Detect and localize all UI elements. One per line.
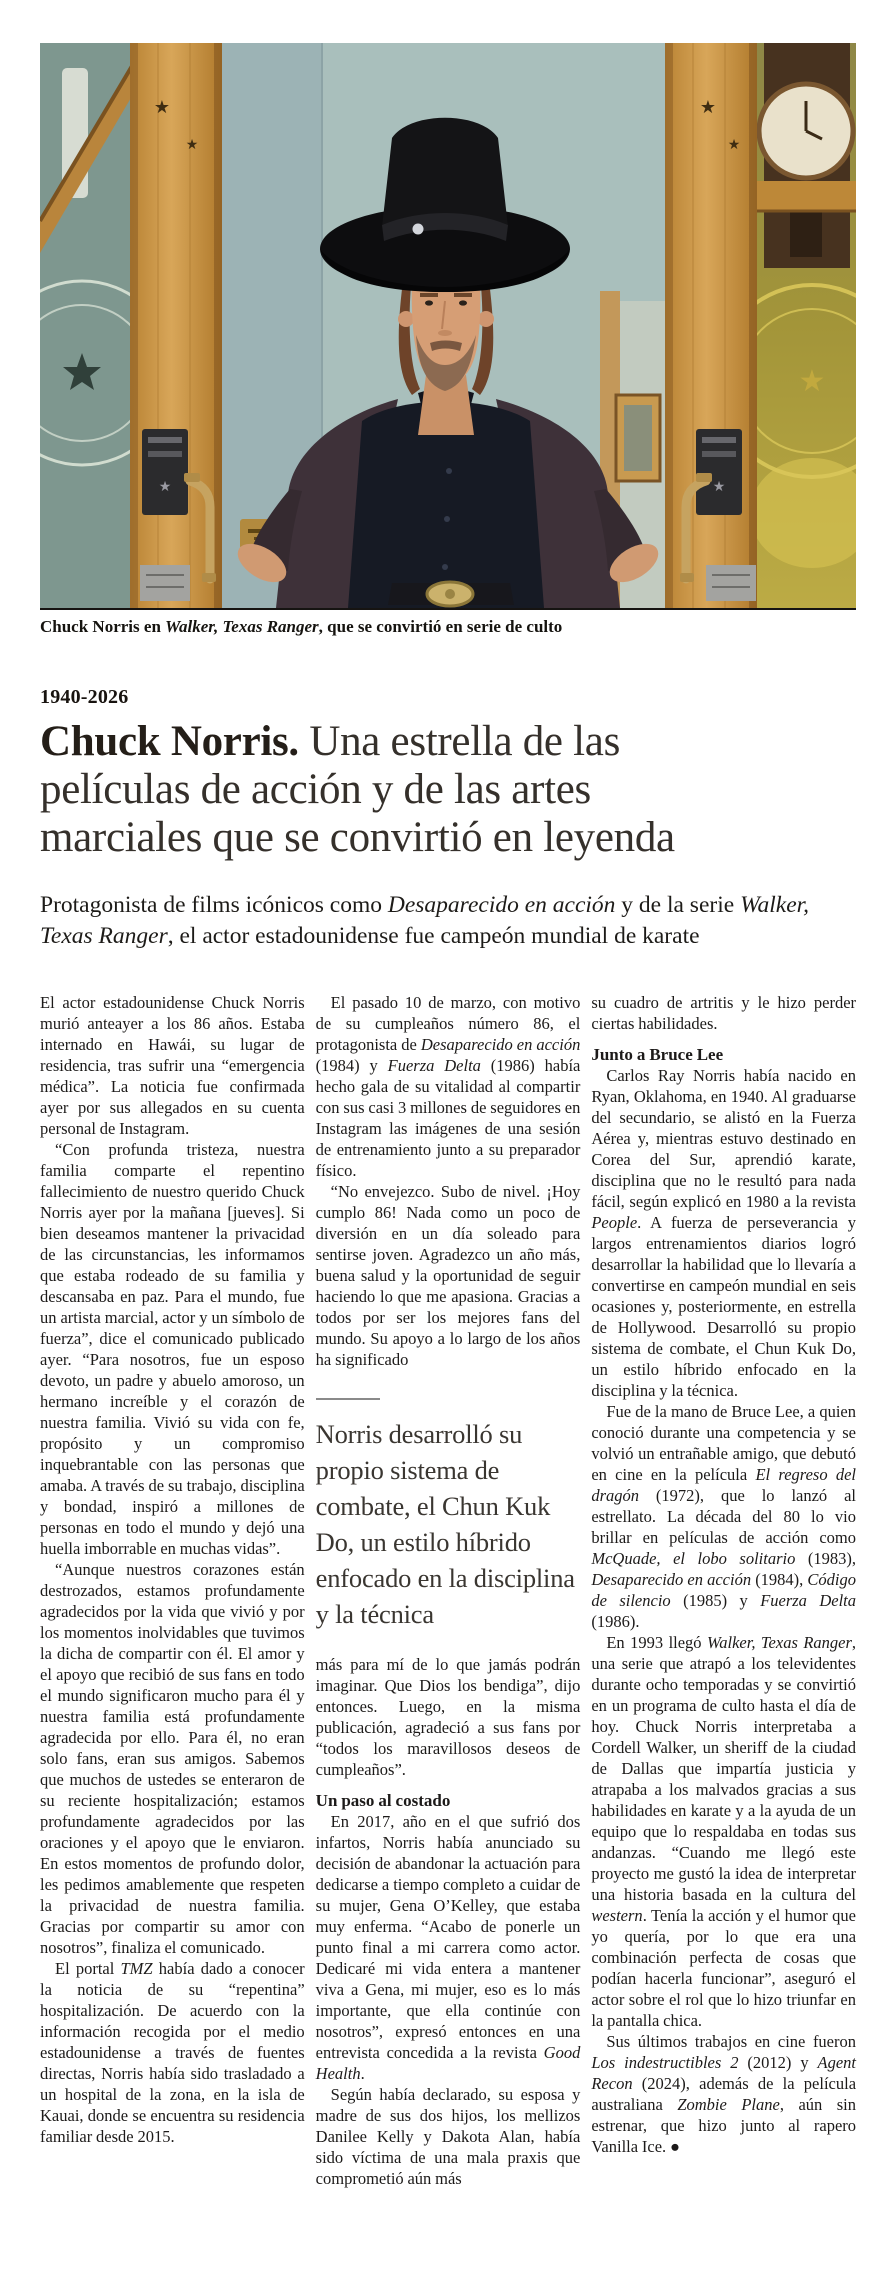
body-paragraph <box>316 2084 581 2189</box>
obituary-dates: 1940-2026 <box>40 686 129 708</box>
body-column-2 <box>316 992 581 2189</box>
italic-title: Good Health <box>315 2043 581 2083</box>
body-text: El portal <box>55 1959 121 1978</box>
body-paragraph <box>591 1632 856 2031</box>
italic-title: western <box>591 1906 643 1925</box>
svg-text:★: ★ <box>158 479 172 495</box>
body-paragraph <box>316 1654 581 1780</box>
body-paragraph <box>40 1559 305 1958</box>
body-text: El actor estadounidense Chuck Norris murió anteayer a los 86 años. Estaba internado en Hawái, su lugar de residencia, tras sufrir una “emergencia médica”. La noticia fue confirmada ayer por sus allegados en su cuenta personal de Instagram. <box>40 993 305 1138</box>
italic-title: People <box>591 1213 638 1232</box>
svg-text:★: ★ <box>727 137 741 153</box>
body-paragraph <box>591 1065 856 1401</box>
photo-caption <box>40 617 856 637</box>
article-page <box>0 43 896 2189</box>
body-text: más para mí de lo que jamás podrán imaginar. Que Dios los bendiga”, dijo entonces. Luego, en la misma publicación, agradeció a sus fans por “todos los maravillosos deseos de cumpleaños”. <box>315 1655 581 1779</box>
body-paragraph <box>316 992 581 1181</box>
svg-text:★: ★ <box>153 97 171 118</box>
body-text: “Aunque nuestros corazones están destrozados, estamos profundamente agradecidos por la vida que vivió y por los momentos inolvidables que tuvimos la dicha de compartir con él. El amor y el apoyo que recibió de sus fans en todo el mundo significaron mucho para él y nuestra familia está profundamente agradecida por ello. Para él, no eran solo fans, eran sus amigos. Sabemos que muchos de ustedes se enteraron de su reciente hospitalización; estamos profundamente agradecidos por las oraciones y el apoyo que le enviaron. En estos momentos de profundo dolor, les pedimos amablemente que respeten la privacidad de nuestra familia. Gracias por compartir su amor con nosotros”, finaliza el comunicado. <box>40 1560 305 1957</box>
body-text: (1985) y <box>670 1591 761 1610</box>
body-text: (1983), <box>795 1549 857 1568</box>
body-paragraph <box>40 1139 305 1559</box>
body-text: En 2017, año en el que sufrió dos infartos, Norris había anunciado su decisión de abandonar la actuación para dedicarse a tiempo completo a cuidar de su mujer, Gena O’Kelley, que estaba muy enferma. “Acabo de ponerle un punto final a mi carrera como actor. Dedicaré mi vida entera a mantener viva a Gena, mi mujer, eso es lo más importante, que ella continúe con nosotros”, expresó entonces en una entrevista concedida a la revista <box>315 1812 581 2062</box>
body-columns <box>40 992 856 2189</box>
section-subhead: Un paso al costado <box>315 1791 451 1810</box>
svg-text:★: ★ <box>699 97 717 118</box>
body-text: . <box>360 2064 365 2083</box>
pull-quote: Norris desarrolló su propio sistema de combate, el Chun Kuk Do, un estilo híbrido enfocado en la disciplina y la técnica <box>315 1419 575 1629</box>
body-text: (1984) y <box>315 1056 388 1075</box>
body-text: , una serie que atrapó a los televidentes durante ocho temporadas y se convirtió en un programa de culto hasta el día de hoy. Chuck Norris interpretaba a Cordell Walker, un sheriff de la ciudad de Dallas que impartía justicia y atrapaba a los malvados gracias a sus habilidades en karate y a la ayuda de un equipo que lo respaldaba en todas sus andanzas. “Cuando me llegó este proyecto me gustó la idea de interpretar una historia basada en la cultura del <box>591 1633 857 1904</box>
deck-series-title: Walker, Texas Ranger <box>40 892 810 949</box>
italic-title: McQuade, el lobo solitario <box>591 1549 796 1568</box>
body-column-3 <box>591 992 856 2157</box>
svg-text:★: ★ <box>185 137 199 153</box>
italic-title: Agent Recon <box>591 2053 857 2093</box>
body-paragraph <box>591 992 856 1034</box>
body-text: (1972), que lo lanzó al estrellato. La década del 80 lo vio brillar en películas de acción como <box>591 1486 857 1547</box>
article-photo <box>40 43 856 610</box>
body-column-1 <box>40 992 305 2147</box>
section-subhead: Junto a Bruce Lee <box>591 1045 724 1064</box>
italic-title: Desaparecido en acción <box>591 1570 752 1589</box>
headline-rest: Una estrella de las películas de acción y de las artes marciales que se convirtió en leyenda <box>40 718 675 861</box>
body-text: En 1993 llegó <box>606 1633 708 1652</box>
chuck-norris-photo-illustration <box>40 43 856 608</box>
body-text: “No envejezco. Subo de nivel. ¡Hoy cumplo 86! Nada como un poco de diversión en un día soleado para sentirse joven. Agradezco un año más, buena salud y la oportunidad de seguir haciendo lo que me apasiona. Gracias a todos por ser los mejores fans del mundo. Su apoyo a lo largo de los años ha significado <box>315 1182 581 1369</box>
deck-text-1: Protagonista de films icónicos como <box>40 892 388 918</box>
body-text: El pasado 10 de marzo, con motivo de su cumpleaños número 86, el protagonista de <box>315 993 581 1054</box>
body-text: . Tenía la acción y el humor que yo quería, por lo que era una combinación perfecta de cosas que podían hacerla funcionar”, aseguró el actor sobre el rol que lo hizo triunfar en la pantalla chica. <box>591 1906 857 2030</box>
photo-caption-text-end: , que se convirtió en serie de culto <box>318 617 563 636</box>
body-text: su cuadro de artritis y le hizo perder ciertas habilidades. <box>591 993 857 1033</box>
photo-caption-text: Chuck Norris en <box>40 617 166 636</box>
headline <box>40 718 750 862</box>
italic-title: Fuerza Delta <box>387 1056 481 1075</box>
headline-name: Chuck Norris. <box>40 718 299 765</box>
body-text: (1986) había hecho gala de su vitalidad al compartir con sus casi 3 millones de seguidores en Instagram las imágenes de una sesión de entrenamiento junto a su preparador físico. <box>315 1056 581 1180</box>
body-text: (1986). <box>591 1612 640 1631</box>
body-paragraph <box>591 1401 856 1632</box>
italic-title: El regreso del dragón <box>591 1465 856 1505</box>
italic-title: Walker, Texas Ranger <box>707 1633 852 1652</box>
body-text: (2012) y <box>738 2053 818 2072</box>
body-text: . A fuerza de perseverancia y largos entrenamientos diarios logró desarrollar la habilidad que lo llevaría a convertirse en campeón mundial en seis ocasiones y, posteriormente, en estrella de Hollywood. Desarrolló su propio sistema de combate, el Chun Kuk Do, un estilo híbrido enfocado en la disciplina y la técnica. <box>591 1213 857 1400</box>
body-text: Fue de la mano de Bruce Lee, a quien conoció durante una competencia y se volvió un entrañable amigo, que debutó en cine en la película <box>591 1402 857 1484</box>
deck-text-2: y de la serie <box>615 892 741 918</box>
italic-title: TMZ <box>120 1959 153 1978</box>
deck-text-3: , el actor estadounidense fue campeón mundial de karate <box>167 923 700 949</box>
svg-text:★: ★ <box>712 479 726 495</box>
body-text: (1984), <box>751 1570 808 1589</box>
pull-quote-rule <box>316 1398 380 1400</box>
italic-title: Zombie Plane <box>677 2095 780 2114</box>
italic-title: Código de silencio <box>591 1570 857 1610</box>
body-text: “Con profunda tristeza, nuestra familia comparte el repentino fallecimiento de nuestro querido Chuck Norris ayer por la mañana [jueves]. Si bien deseamos mantener la privacidad de las circunstancias, les informamos que estaba rodeado de su familia y descansaba en paz. Para el mundo, fue un artista marcial, actor y un símbolo de fuerza”, dice el comunicado publicado ayer. “Para nosotros, fue un esposo devoto, un padre y abuelo amoroso, un hermano increíble y el corazón de nuestra familia. Vivió su vida con fe, propósito y un compromiso inquebrantable con las personas que amaba. A través de su trabajo, disciplina y bondad, inspiró a millones de personas en todo el mundo y dejó una huella imborrable en muchas vidas”. <box>40 1140 305 1558</box>
body-paragraph <box>591 2031 856 2157</box>
body-text: , aún sin estrenar, que hizo junto al rapero Vanilla Ice. ● <box>591 2095 857 2156</box>
body-text: Sus últimos trabajos en cine fueron <box>606 2032 857 2051</box>
photo-caption-series-title: Walker, Texas Ranger <box>165 617 319 636</box>
body-paragraph <box>40 992 305 1139</box>
body-text: Según había declarado, su esposa y madre de sus dos hijos, los mellizos Danilee Kelly y Dakota Alan, había sido víctima de una mala praxis que comprometió aún más <box>315 2085 581 2188</box>
deck <box>40 890 856 952</box>
body-text: (2024), además de la película australiana <box>591 2074 857 2114</box>
italic-title: Fuerza Delta <box>760 1591 857 1610</box>
body-paragraph <box>40 1958 305 2147</box>
body-text: Carlos Ray Norris había nacido en Ryan, Oklahoma, en 1940. Al graduarse del secundario, se alistó en la Fuerza Aérea y, mientras estuvo destinado en Corea del Sur, aprendió karate, disciplina que no le resultó para nada fácil, según explicó en 1980 a la revista <box>591 1066 857 1211</box>
body-text: había dado a conocer la noticia de su “repentina” hospitalización. De acuerdo con la información recogida por el medio estadounidense a través de fuentes directas, Norris había sido trasladado a un hospital de la zona, en la isla de Kauai, donde se encuentra su residencia familiar desde 2015. <box>40 1959 305 2146</box>
deck-film-title-1: Desaparecido en acción <box>387 892 616 918</box>
italic-title: Desaparecido en acción <box>420 1035 581 1054</box>
body-paragraph <box>316 1811 581 2084</box>
italic-title: Los indestructibles 2 <box>591 2053 739 2072</box>
svg-text:★: ★ <box>798 364 826 399</box>
body-paragraph <box>316 1181 581 1370</box>
